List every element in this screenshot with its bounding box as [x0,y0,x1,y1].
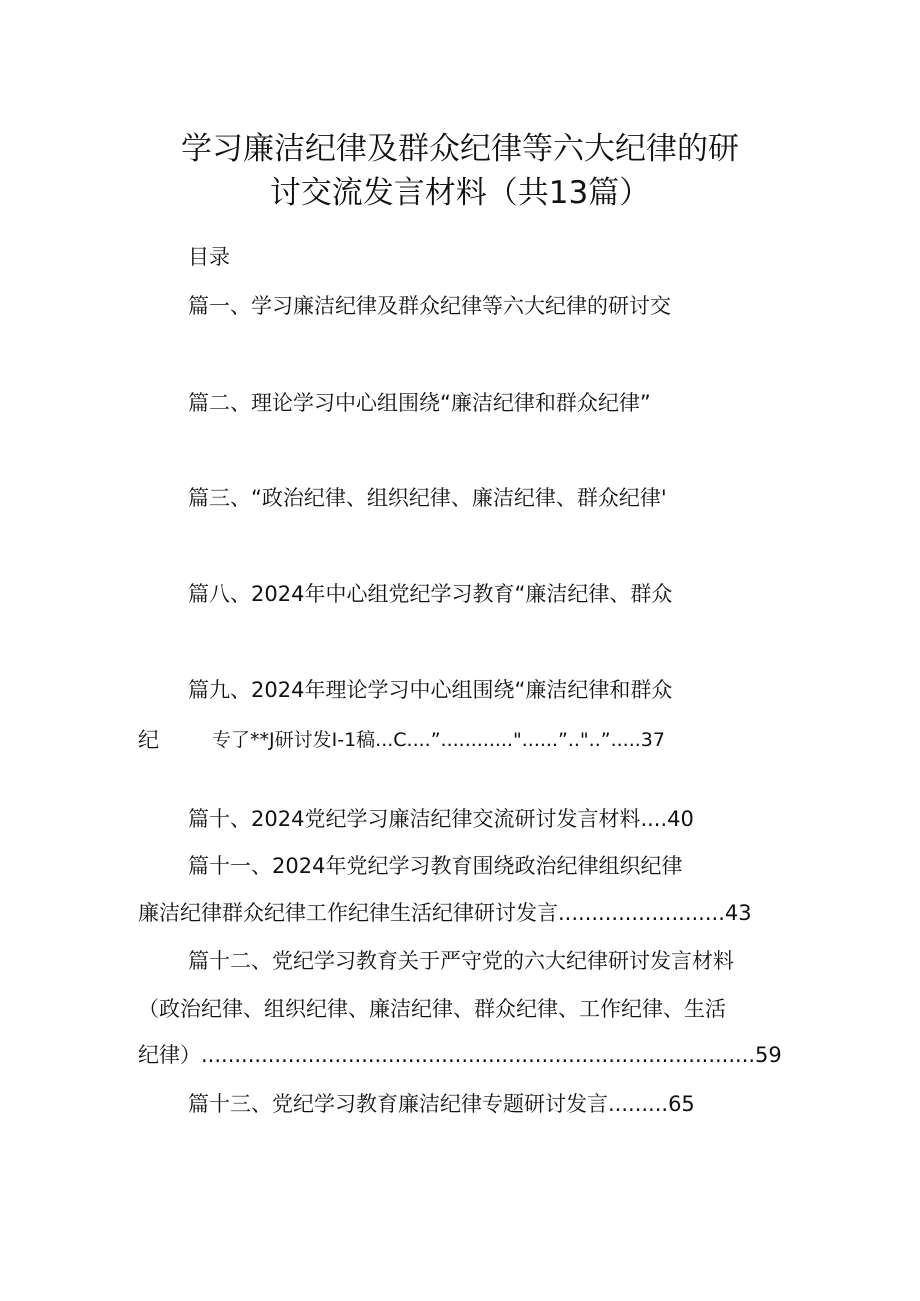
toc-entry-9: 篇九、2024年理论学习中心组围绕“廉洁纪律和群众 [188,678,673,702]
toc-entry-12: 篇十二、党纪学习教育关于严守党的六大纪律研讨发言材料 [188,949,734,973]
toc-entry-1: 篇一、学习廉洁纪律及群众纪律等六大纪律的研讨交 [188,294,671,318]
toc-entry-8: 篇八、2024年中心组党纪学习教育“廉洁纪律、群众 [188,582,673,606]
document-title-line-2: 讨交流发言材料（共13篇） [269,175,651,211]
toc-entry-11: 篇十一、2024年党纪学习教育围绕政治纪律组织纪律 [188,854,683,878]
toc-entry-9-continuation: 专了**J研讨发I-1稿...C....”............"......”.."..”.....37 [212,729,665,751]
toc-entry-9-fragment: 纪 [138,728,159,752]
toc-entry-10: 篇十、2024党纪学习廉洁纪律交流研讨发言材料....40 [188,807,694,831]
toc-entry-11-continuation: 廉洁纪律群众纪律工作纪律生活纪律研讨发言.........................43 [138,901,752,925]
toc-entry-13: 篇十三、党纪学习教育廉洁纪律专题研讨发言.........65 [188,1092,695,1116]
toc-entry-3: 篇三、“政治纪律、组织纪律、廉洁纪律、群众纪律' [188,486,667,510]
toc-heading: 目录 [188,245,230,269]
toc-entry-2: 篇二、理论学习中心组围绕“廉洁纪律和群众纪律” [188,391,651,415]
document-title-line-1: 学习廉洁纪律及群众纪律等六大纪律的研 [181,131,739,167]
toc-entry-12-continuation-2: 纪律）...................................................................................59 [138,1043,782,1067]
toc-entry-12-continuation-1: （政治纪律、组织纪律、廉洁纪律、群众纪律、工作纪律、生活 [138,997,726,1021]
